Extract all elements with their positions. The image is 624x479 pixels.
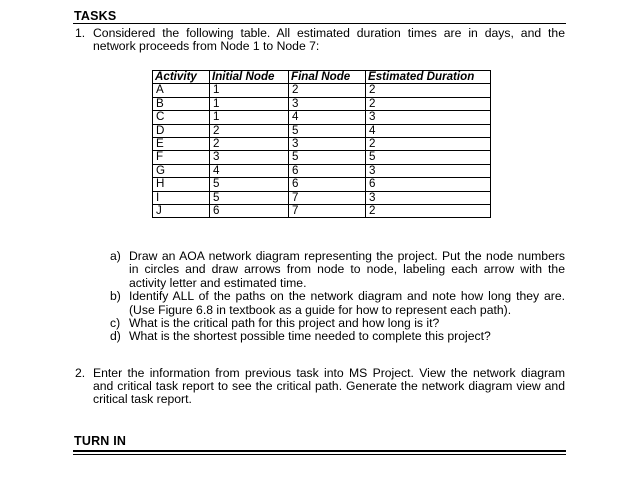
subtask-a [110,250,565,290]
cell-final-node: 6 [289,178,366,191]
subtask-b [110,290,565,317]
activity-table [152,70,491,218]
turn-in-divider [73,450,566,452]
cell-duration: 2 [366,84,491,97]
table-row [153,178,491,191]
table-header-row [153,71,491,84]
cell-final-node: 7 [289,191,366,204]
cell-activity: H [153,178,210,191]
cell-activity: D [153,124,210,137]
cell-final-node: 4 [289,111,366,124]
table-row [153,151,491,164]
cell-duration: 4 [366,124,491,137]
cell-initial-node: 1 [210,97,289,110]
cell-activity: A [153,84,210,97]
subtask-d [110,330,565,343]
cell-duration: 3 [366,111,491,124]
cell-initial-node: 2 [210,138,289,151]
cell-initial-node: 2 [210,124,289,137]
table-row [153,111,491,124]
cell-final-node: 7 [289,205,366,218]
subtask-c [110,317,565,330]
subtask-text: Draw an AOA network diagram representing the project. Put the node numbers in circles and draw arrows from node to node, labeling each arrow with the activity letter and estimated time. [129,249,565,290]
task-2 [75,367,565,412]
table-row [153,97,491,110]
cell-final-node: 6 [289,164,366,177]
cell-final-node: 5 [289,151,366,164]
subtask-text: What is the shortest possible time needed to complete this project? [129,329,491,344]
cell-duration: 5 [366,151,491,164]
cell-duration: 3 [366,164,491,177]
task-2-text: Enter the information from previous task into MS Project. View the network diagram and critical task report to see the critical path. Generate the network diagram view and critical task report. [93,366,565,407]
table-row [153,191,491,204]
table-row [153,138,491,151]
cell-initial-node: 1 [210,111,289,124]
header-activity: Activity [153,71,210,84]
cell-duration: 2 [366,138,491,151]
header-estimated-duration: Estimated Duration [366,71,491,84]
cell-duration: 2 [366,205,491,218]
cell-activity: E [153,138,210,151]
cell-activity: I [153,191,210,204]
task-1-number: 1. [75,26,86,40]
table-row [153,164,491,177]
table-row [153,84,491,97]
task-2-number: 2. [75,366,86,380]
turn-in-heading: TURN IN [74,434,127,448]
turn-in-divider-thin [73,454,566,455]
subtask-label: c) [110,316,121,331]
cell-duration: 6 [366,178,491,191]
subtask-label: b) [110,289,121,304]
cell-duration: 2 [366,97,491,110]
cell-activity: B [153,97,210,110]
cell-final-node: 2 [289,84,366,97]
cell-activity: J [153,205,210,218]
header-initial-node: Initial Node [210,71,289,84]
cell-initial-node: 5 [210,191,289,204]
header-final-node: Final Node [289,71,366,84]
subtask-label: d) [110,329,121,344]
table-row [153,124,491,137]
cell-initial-node: 3 [210,151,289,164]
cell-final-node: 3 [289,97,366,110]
cell-initial-node: 4 [210,164,289,177]
cell-initial-node: 6 [210,205,289,218]
subtask-label: a) [110,249,121,263]
table-row [153,205,491,218]
task-1-text: Considered the following table. All estimated duration times are in days, and the network proceeds from Node 1 to Node 7: [93,26,565,54]
cell-activity: C [153,111,210,124]
tasks-heading: TASKS [74,9,117,23]
cell-final-node: 5 [289,124,366,137]
cell-final-node: 3 [289,138,366,151]
cell-activity: F [153,151,210,164]
cell-duration: 3 [366,191,491,204]
cell-initial-node: 1 [210,84,289,97]
task-1 [75,27,565,57]
subtask-text: What is the critical path for this project and how long is it? [129,316,440,331]
cell-activity: G [153,164,210,177]
cell-initial-node: 5 [210,178,289,191]
tasks-divider [73,23,566,24]
subtask-list [110,250,565,344]
subtask-text: Identify ALL of the paths on the network diagram and note how long they are. (Use Figure 6.8 in textbook as a guide for how to represent each path). [129,289,565,317]
